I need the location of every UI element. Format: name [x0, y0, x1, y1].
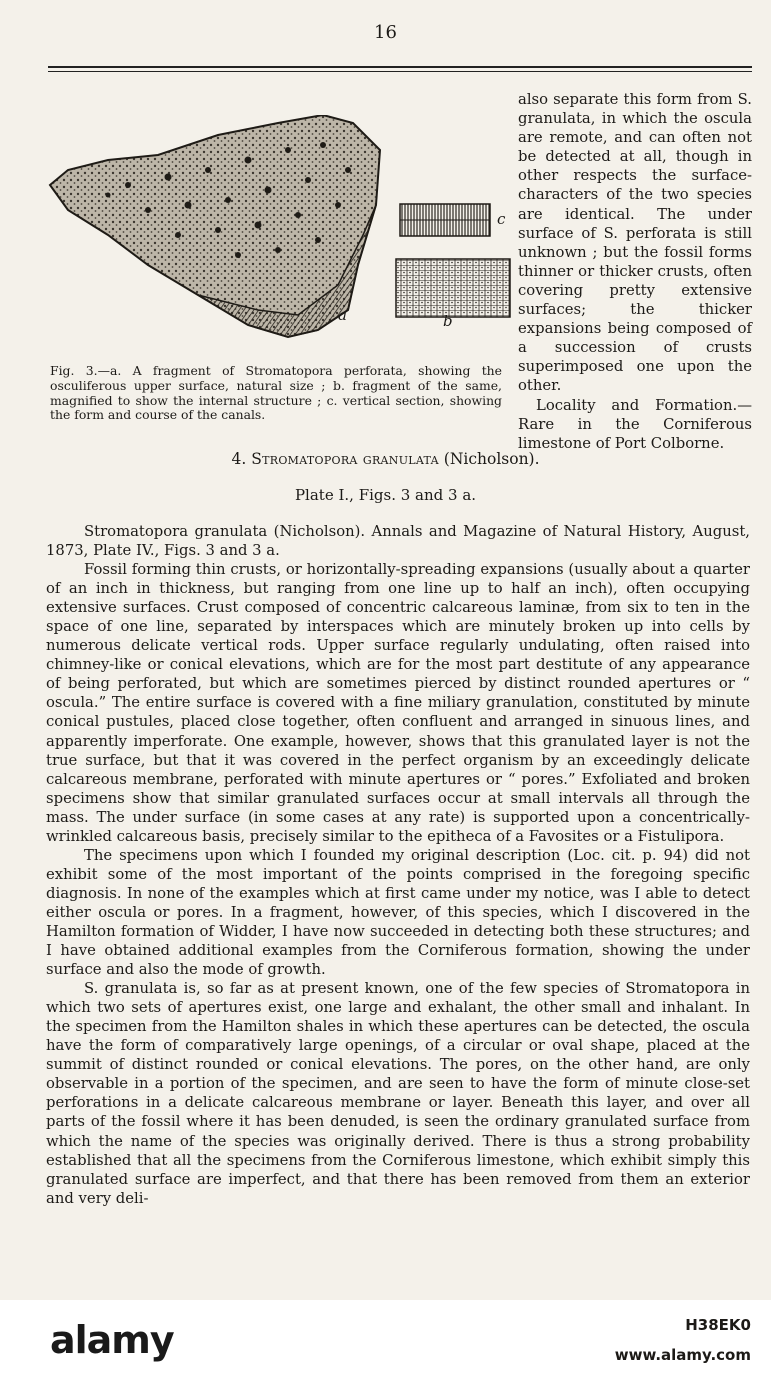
body-paragraph: The specimens upon which I founded my original description (Loc. cit. p. 94) did not exhibit some of the most important of the points comprised in the foregoing specific diagnosis. In none of the examples which at first came under my notice, was I able to detect either oscula or pores. In a fragment, however, of this species, which I discovered in the Hamilton formation of Widder, I have now succeeded in detecting both these structures; and I have obtained additional examples from the Corniferous formation, showing the under surface and also the mode of growth. — [46, 846, 750, 979]
body-paragraph: Stromatopora granulata (Nicholson). Annals and Magazine of Natural History, August, 1873, Plate IV., Figs. 3 and 3 a. — [46, 523, 750, 560]
section-author: (Nicholson). — [443, 450, 540, 468]
plate-reference: Plate I., Figs. 3 and 3 a. — [294, 486, 477, 504]
figure-caption: Fig. 3.—a. A fragment of Stromatopora perforata, showing the osculiferous upper surface, natural size ; b. fragment of the same, magnified to show the internal structure ; c. vertical section, showing the form and course of the canals. — [50, 363, 502, 423]
alamy-logo: alamy — [50, 1318, 174, 1362]
locality-paragraph: Locality and Formation.—Rare in the Corniferous limestone of Port Colborne. — [518, 396, 752, 452]
header-rule-thick — [48, 66, 752, 68]
side-paragraph: also separate this form from S. granulata, in which the oscula are remote, and can often not be detected at all, though in other respects the surface-characters of the two species are identical. The under surface of S. perforata is still unknown ; but the fossil forms thinner or thicker crusts, often covering pretty extensive surfaces; the thicker expansions being composed of a succession of crusts superimposed one upon the other. — [518, 91, 752, 395]
body-text — [46, 522, 750, 1208]
site-url: www.alamy.com — [614, 1346, 751, 1364]
body-paragraph: Fossil forming thin crusts, or horizontally-spreading expansions (usually about a quarter of an inch in thickness, but ranging from one line up to half an inch), often occupying extensive surfaces. Crust composed of concentric calcareous laminæ, from six to ten in the space of one line, separated by interspaces which are minutely broken up into cells by numerous delicate vertical rods. Upper surface regularly undulating, often raised into chimney-like or conical elevations, which are for the most part destitute of any appearance of being perforated, but which are sometimes pierced by distinct rounded apertures or “ oscula.” The entire surface is covered with a fine miliary granulation, constituted by minute conical pustules, placed close together, often confluent and arranged in sinuous lines, and apparently imperforate. One example, however, shows that this granulated layer is not the true surface, but that it was covered in the perfect organism by an exceedingly delicate calcareous membrane, perforated with minute apertures or “ pores.” Exfoliated and broken specimens show that similar granulated surfaces occur at small intervals all through the mass. The under surface (in some cases at any rate) is supported upon a concentrically-wrinkled calcareous basis, precisely similar to the epitheca of a Favosites or a Fistulipora. — [46, 561, 750, 845]
page-number: 16 — [374, 22, 397, 43]
section-heading — [0, 450, 771, 468]
figure-label-b: b — [443, 312, 453, 330]
side-column-text — [518, 90, 752, 453]
header-rule-thin — [48, 71, 752, 72]
image-id: H38EK0 — [685, 1316, 751, 1334]
body-paragraph: S. granulata is, so far as at present known, one of the few species of Stromatopora in which two sets of apertures exist, one large and exhalant, the other small and inhalant. In the specimen from the Hamilton shales in which these apertures can be detected, the oscula have the form of comparatively large openings, of a circular or oval shape, placed at the summit of distinct rounded or conical elevations. The pores, on the other hand, are only observable in a portion of the specimen, and are seen to have the form of minute close-set perforations in a delicate calcareous membrane or layer. Beneath this layer, and over all parts of the fossil where it has been denuded, is seen the ordinary granulated surface from which the name of the species was originally derived. There is thus a strong probability established that all the specimens from the Corniferous limestone, which exhibit simply this granulated surface are imperfect, and that there has been removed from them an exterior and very deli- — [46, 980, 750, 1207]
figure-label-a: a — [338, 306, 347, 324]
magnified-fragment-illustration — [394, 255, 514, 325]
figure-label-c: c — [497, 210, 506, 228]
section-title: Stromatopora granulata — [251, 450, 439, 468]
vertical-section-illustration — [398, 200, 508, 240]
fossil-fragment-illustration — [48, 115, 386, 340]
section-number: 4. — [231, 450, 247, 468]
